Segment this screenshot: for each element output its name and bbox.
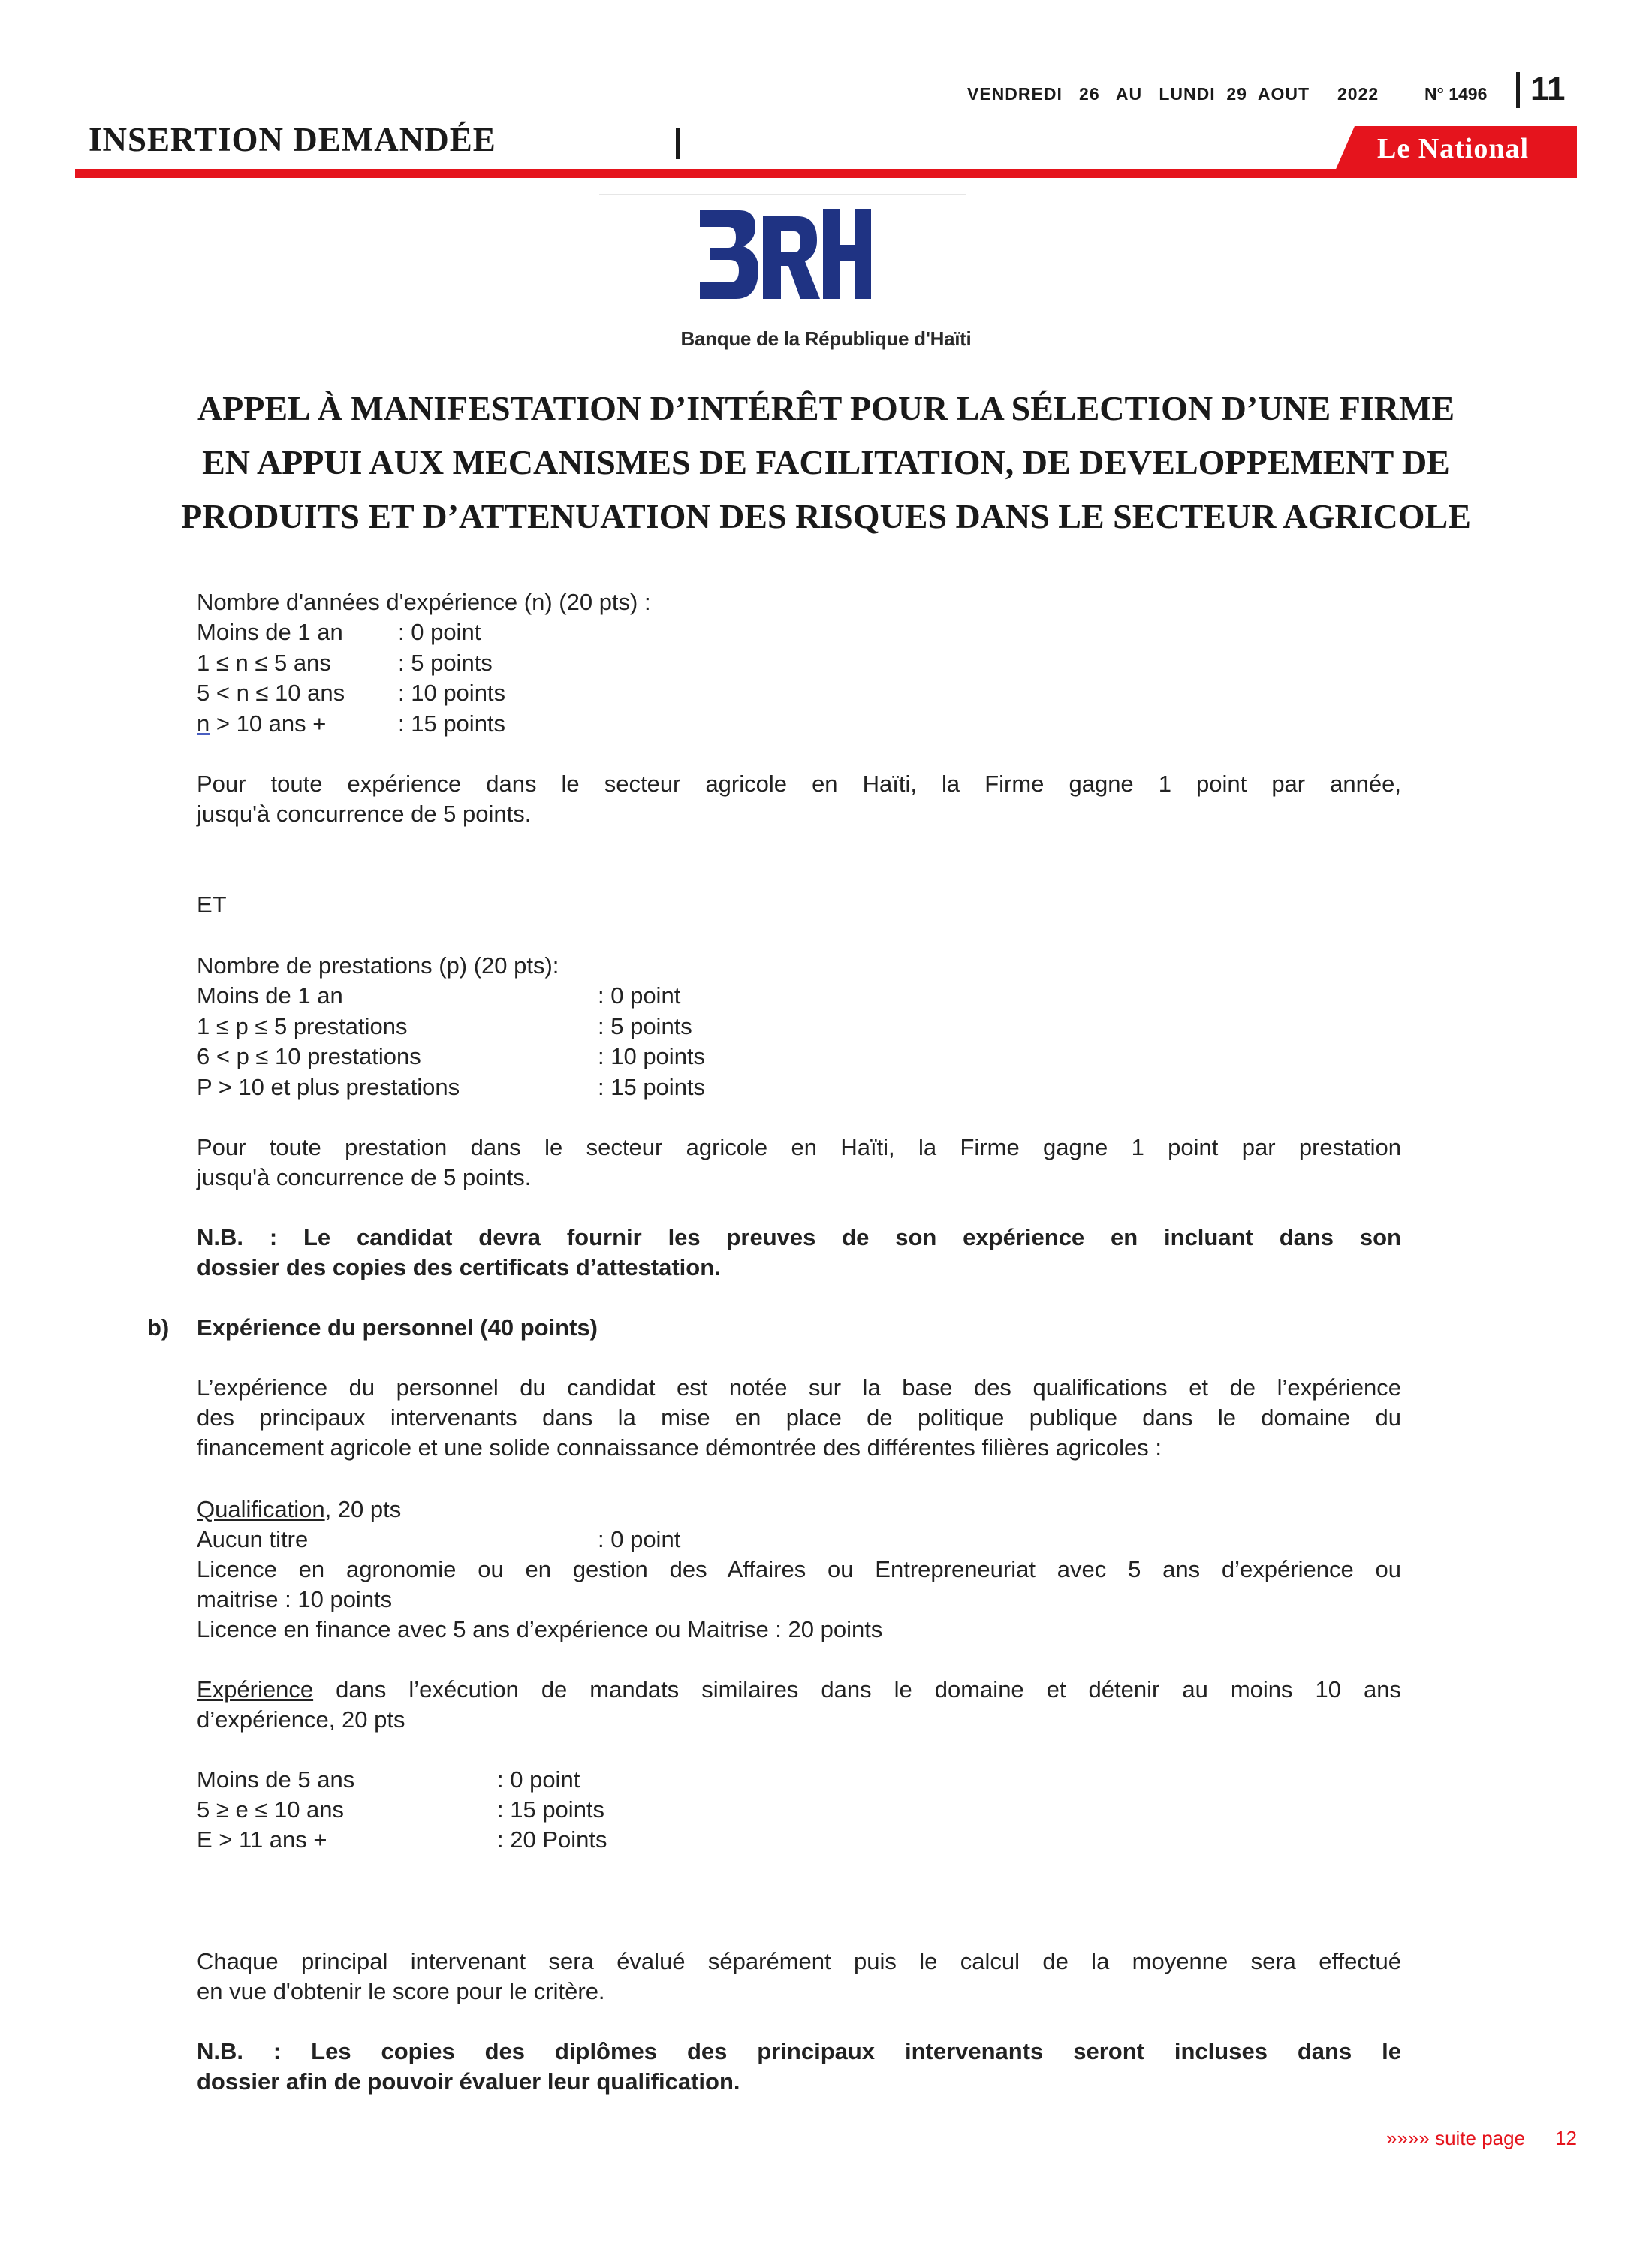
score-row-value: : 10 points	[598, 1043, 706, 1069]
brh-logo-icon	[700, 209, 873, 302]
qualification-heading-word: Qualification	[197, 1496, 325, 1522]
logo-divider	[599, 194, 966, 195]
experience-bonus-note: jusqu'à concurrence de 5 points.	[197, 801, 532, 827]
section-marker: b)	[147, 1314, 170, 1341]
experience-criterion: d’expérience, 20 pts	[197, 1706, 405, 1733]
headline	[60, 382, 1592, 544]
qualification-criterion: Licence en agronomie ou en gestion des Affaires ou Entrepreneuriat avec 5 ans d’expérience ou	[197, 1556, 1401, 1582]
experience-bonus-note: Pour toute expérience dans le secteur agricole en Haïti, la Firme gagne 1 point par année,	[197, 771, 1401, 797]
score-row-value: : 10 points	[398, 680, 506, 706]
qualification-heading-points: , 20 pts	[324, 1496, 402, 1522]
nb-note: dossier des copies des certificats d’attestation.	[197, 1254, 721, 1280]
score-row-label-rest: > 10 ans +	[210, 710, 327, 737]
score-row-value: : 15 points	[398, 710, 506, 737]
score-row-label: 1 ≤ n ≤ 5 ans	[197, 650, 331, 676]
prestation-bonus-note: jusqu'à concurrence de 5 points.	[197, 1164, 532, 1190]
score-row-value: : 20 Points	[497, 1826, 607, 1853]
headline-line: EN APPUI AUX MECANISMES DE FACILITATION, DE DEVELOPPEMENT DE	[202, 443, 1450, 481]
average-note: en vue d'obtenir le score pour le critère.	[197, 1978, 605, 2004]
nb-note: N.B. : Le candidat devra fournir les preuves de son expérience en incluant dans son	[197, 1224, 1401, 1250]
score-row-label: 5 ≥ e ≤ 10 ans	[197, 1796, 345, 1823]
score-row-value: : 0 point	[398, 619, 481, 645]
personnel-title: Expérience du personnel (40 points)	[197, 1314, 598, 1341]
qualification-heading	[197, 1494, 401, 1525]
prestation-bonus-note: Pour toute prestation dans le secteur agricole en Haïti, la Firme gagne 1 point par prestation	[197, 1134, 1401, 1160]
score-row-value: : 0 point	[598, 1526, 681, 1552]
experience-criterion	[197, 1675, 1401, 1705]
experience-heading-word: Expérience	[197, 1676, 314, 1703]
qualification-criterion: maitrise : 10 points	[197, 1586, 393, 1612]
newspaper-name: Le National	[1377, 133, 1530, 164]
score-row-label: Moins de 1 an	[197, 619, 343, 645]
nb-note: dossier afin de pouvoir évaluer leur qualification.	[197, 2068, 740, 2095]
experience-years-title: Nombre d'années d'expérience (n) (20 pts) :	[197, 589, 651, 615]
issue-date: VENDREDI 26 AU LUNDI 29 AOUT 2022	[967, 84, 1379, 104]
score-row-label	[197, 709, 326, 739]
connector-text: ET	[197, 891, 227, 918]
headline-line: PRODUITS ET D’ATTENUATION DES RISQUES DANS LE SECTEUR AGRICOLE	[181, 497, 1471, 535]
section-separator	[676, 128, 680, 159]
continued-label: »»»» suite page	[1386, 2127, 1526, 2149]
score-row-label: P > 10 et plus prestations	[197, 1074, 460, 1100]
score-row-label: Aucun titre	[197, 1526, 309, 1552]
bank-name-caption: Banque de la République d'Haïti	[680, 327, 972, 350]
page-number: 11	[1530, 71, 1566, 107]
score-row-label: Moins de 1 an	[197, 982, 343, 1009]
score-row-label-prefix: n	[197, 710, 210, 737]
score-row-label: Moins de 5 ans	[197, 1766, 355, 1793]
continued-on-page	[1386, 2127, 1577, 2150]
headline-line: APPEL À MANIFESTATION D’INTÉRÊT POUR LA SÉLECTION D’UNE FIRME	[197, 389, 1455, 427]
nb-note: N.B. : Les copies des diplômes des principaux intervenants seront incluses dans le	[197, 2038, 1401, 2064]
average-note: Chaque principal intervenant sera évalué séparément puis le calcul de la moyenne sera effectué	[197, 1948, 1401, 1974]
personnel-intro: financement agricole et une solide connaissance démontrée des différentes filières agricoles :	[197, 1434, 1162, 1461]
score-row-label: E > 11 ans +	[197, 1826, 327, 1853]
score-row-value: : 0 point	[497, 1766, 580, 1793]
continued-page-number: 12	[1555, 2127, 1577, 2149]
personnel-intro: L’expérience du personnel du candidat est notée sur la base des qualifications et de l’expérience	[197, 1374, 1401, 1401]
score-row-value: : 15 points	[497, 1796, 605, 1823]
score-row-value: : 5 points	[598, 1013, 692, 1039]
personnel-intro: des principaux intervenants dans la mise en place de politique publique dans le domaine du	[197, 1404, 1401, 1431]
score-row-label: 6 < p ≤ 10 prestations	[197, 1043, 421, 1069]
experience-criterion-text: dans l’exécution de mandats similaires dans le domaine et détenir au moins 10 ans	[313, 1676, 1401, 1703]
page-number-separator	[1516, 72, 1520, 108]
score-row-value: : 5 points	[398, 650, 493, 676]
issue-number: N° 1496	[1424, 84, 1488, 104]
score-row-label: 5 < n ≤ 10 ans	[197, 680, 345, 706]
prestations-title: Nombre de prestations (p) (20 pts):	[197, 952, 559, 979]
qualification-criterion: Licence en finance avec 5 ans d’expérience ou Maitrise : 20 points	[197, 1616, 883, 1642]
score-row-value: : 15 points	[598, 1074, 706, 1100]
section-title: INSERTION DEMANDÉE	[89, 121, 496, 158]
score-row-label: 1 ≤ p ≤ 5 prestations	[197, 1013, 408, 1039]
score-row-value: : 0 point	[598, 982, 681, 1009]
